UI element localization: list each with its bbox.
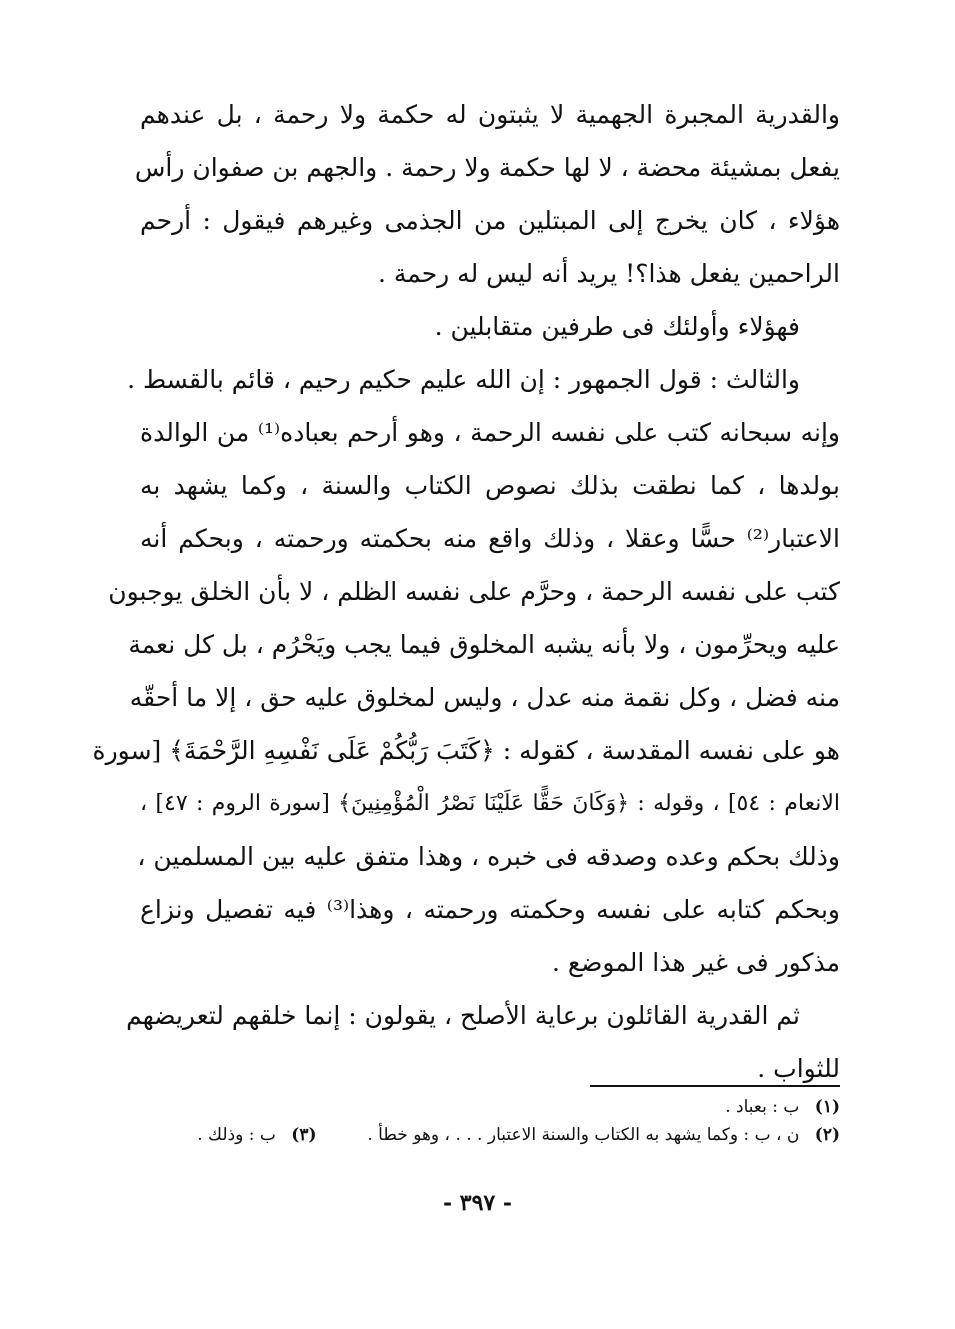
footnote-text: ب : بعباد . (725, 1097, 800, 1117)
text-line: بولدها ، كما نطقت بذلك نصوص الكتاب والسنة ، وكما يشهد به (140, 471, 840, 500)
footnote-separator (590, 1085, 840, 1087)
text-line: مذكور فى غير هذا الموضع . (551, 948, 840, 977)
footnote-number: (٣) (291, 1125, 317, 1145)
text-line: وبحكم كتابه على نفسه وحكمته ورحمته ، وهذا⁽³⁾ فيه تفصيل ونزاع (140, 895, 840, 924)
text-line: هو على نفسه المقدسة ، كقوله : ﴿كَتَبَ رَبُّكُمْ عَلَى نَفْسِهِ الرَّحْمَةَ﴾ [سورة (92, 736, 840, 765)
page-number: - ٣٩٧ - (442, 1190, 513, 1216)
text-line: فهؤلاء وأولئك فى طرفين متقابلين . (434, 312, 800, 341)
text-line: وإنه سبحانه كتب على نفسه الرحمة ، وهو أرحم بعباده⁽¹⁾ من الوالدة (140, 418, 840, 447)
text-line: للثواب . (757, 1054, 840, 1083)
text-line: يفعل بمشيئة محضة ، لا لها حكمة ولا رحمة . والجهم بن صفوان رأس (134, 153, 840, 182)
footnote-number: (٢) (814, 1125, 840, 1145)
text-line: منه فضل ، وكل نقمة منه عدل ، وليس لمخلوق عليه حق ، إلا ما أحقّه (129, 683, 840, 712)
text-line: الاعتبار⁽²⁾ حسًّا وعقلا ، وذلك واقع منه بحكمته ورحمته ، وبحكم أنه (140, 524, 840, 553)
text-line: ثم القدرية القائلون برعاية الأصلح ، يقولون : إنما خلقهم لتعريضهم (126, 1001, 800, 1030)
footnote-text: ب : وذلك . (197, 1125, 276, 1145)
text-line: هؤلاء ، كان يخرج إلى المبتلين من الجذمى وغيرهم فيقول : أرحم (140, 206, 840, 235)
text-line: والثالث : قول الجمهور : إن الله عليم حكيم رحيم ، قائم بالقسط . (127, 365, 800, 394)
footnote-2-3 (140, 1121, 840, 1149)
footnote-text: ن ، ب : وكما يشهد به الكتاب والسنة الاعتبار . . . ، وهو خطأ . (367, 1125, 800, 1145)
footnote-1 (140, 1093, 840, 1121)
text-line: الانعام : ٥٤] ، وقوله : ﴿وَكَانَ حَقًّا عَلَيْنَا نَصْرُ الْمُؤْمِنِينَ﴾ [سورة الروم : ٤٧] ، (140, 791, 840, 816)
text-line: كتب على نفسه الرحمة ، وحرَّم على نفسه الظلم ، لا بأن الخلق يوجبون (108, 577, 840, 606)
text-line: والقدرية المجبرة الجهمية لا يثبتون له حكمة ولا رحمة ، بل عندهم (140, 100, 840, 129)
footnote-number: (١) (814, 1097, 840, 1117)
text-line: الراحمين يفعل هذا؟! يريد أنه ليس له رحمة . (377, 259, 840, 288)
footnotes (140, 1093, 840, 1149)
text-line: عليه ويحرِّمون ، ولا بأنه يشبه المخلوق فيما يجب ويَحْرُم ، بل كل نعمة (128, 630, 840, 659)
body-text (92, 88, 840, 1095)
text-line: وذلك بحكم وعده وصدقه فى خبره ، وهذا متفق عليه بين المسلمين ، (137, 842, 840, 871)
